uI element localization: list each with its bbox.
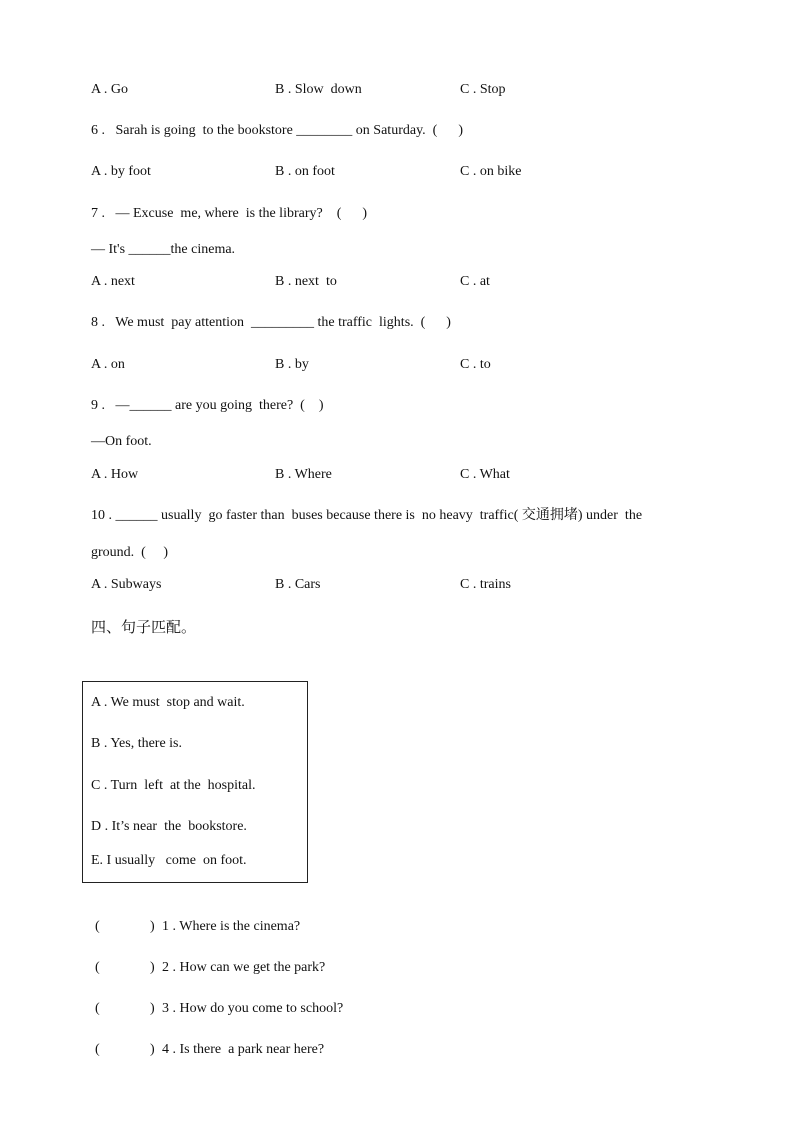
q7-option-c: C . at xyxy=(460,274,490,289)
match-3-paren-close: ) xyxy=(150,1001,155,1016)
match-3-paren-open: ( xyxy=(95,1001,100,1016)
q6-option-b: B . on foot xyxy=(275,164,335,179)
match-4-paren-open: ( xyxy=(95,1042,100,1057)
match-4-paren-close: ) xyxy=(150,1042,155,1057)
box-item-c: C . Turn left at the hospital. xyxy=(91,778,256,793)
q7-option-a: A . next xyxy=(91,274,135,289)
q6-option-a: A . by foot xyxy=(91,164,151,179)
box-item-b: B . Yes, there is. xyxy=(91,736,183,751)
q7-stem: 7 . — Excuse me, where is the library? ( ) xyxy=(91,206,368,221)
q10-option-b: B . Cars xyxy=(275,577,321,592)
match-1-paren-open: ( xyxy=(95,919,100,934)
q9-option-a: A . How xyxy=(91,467,139,482)
q8-option-a: A . on xyxy=(91,357,125,372)
q8-option-c: C . to xyxy=(460,357,491,372)
q8-option-b: B . by xyxy=(275,357,309,372)
q5-option-b: B . Slow down xyxy=(275,82,362,97)
q10-option-a: A . Subways xyxy=(91,577,162,592)
q9-line2: —On foot. xyxy=(91,434,152,449)
q9-option-b: B . Where xyxy=(275,467,332,482)
match-4-question: 4 . Is there a park near here? xyxy=(162,1042,325,1057)
box-item-e: E. I usually come on foot. xyxy=(91,853,247,868)
q10-option-c: C . trains xyxy=(460,577,511,592)
q10-line2: ground. ( ) xyxy=(91,545,168,560)
section-heading: 四、句子匹配。 xyxy=(91,618,197,636)
q6-option-c: C . on bike xyxy=(460,164,522,179)
q7-option-b: B . next to xyxy=(275,274,337,289)
q7-line2: — It's ______the cinema. xyxy=(91,242,236,257)
match-1-paren-close: ) xyxy=(150,919,155,934)
q6-stem: 6 . Sarah is going to the bookstore ________ on Saturday. ( ) xyxy=(91,123,463,138)
q5-option-a: A . Go xyxy=(91,82,128,97)
match-3-question: 3 . How do you come to school? xyxy=(162,1001,344,1016)
match-1-question: 1 . Where is the cinema? xyxy=(162,919,301,934)
q5-option-c: C . Stop xyxy=(460,82,506,97)
q9-stem: 9 . —______ are you going there? ( ) xyxy=(91,398,324,413)
q10-stem: 10 . ______ usually go faster than buses because there is no heavy traffic( 交通拥堵) under the xyxy=(91,508,643,523)
q8-stem: 8 . We must pay attention _________ the traffic lights. ( ) xyxy=(91,315,451,330)
match-2-paren-open: ( xyxy=(95,960,100,975)
box-item-d: D . It’s near the bookstore. xyxy=(91,819,247,834)
box-item-a: A . We must stop and wait. xyxy=(91,695,245,710)
match-2-question: 2 . How can we get the park? xyxy=(162,960,326,975)
q9-option-c: C . What xyxy=(460,467,510,482)
answer-options-box xyxy=(82,681,308,883)
match-2-paren-close: ) xyxy=(150,960,155,975)
